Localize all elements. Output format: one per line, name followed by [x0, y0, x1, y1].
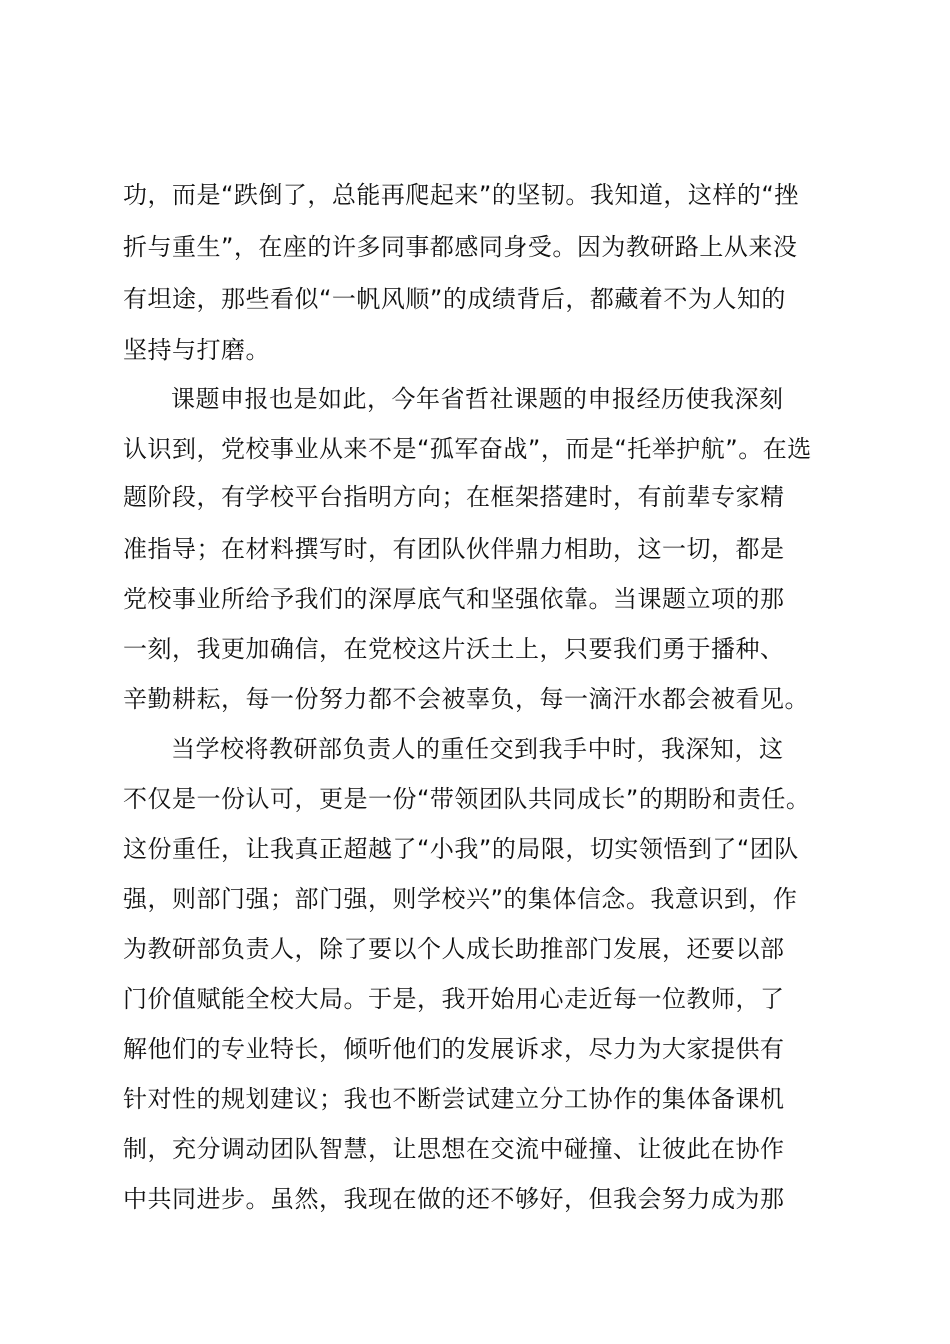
text-line-16: 为教研部负责人，除了要以个人成长助推部门发展，还要以部 — [123, 935, 785, 963]
text-line-10: 一刻，我更加确信，在党校这片沃土上，只要我们勇于播种、 — [123, 635, 785, 663]
paragraph-3-first-line: 当学校将教研部负责人的重任交到我手中时，我深知，这 — [171, 735, 784, 763]
text-line-18: 解他们的专业特长，倾听他们的发展诉求，尽力为大家提供有 — [123, 1035, 785, 1063]
text-line-20: 制，充分调动团队智慧，让思想在交流中碰撞、让彼此在协作 — [123, 1135, 785, 1163]
text-line-8: 准指导；在材料撰写时，有团队伙伴鼎力相助，这一切，都是 — [123, 535, 785, 563]
text-line-6: 认识到，党校事业从来不是“孤军奋战”，而是“托举护航”。在选 — [123, 435, 812, 463]
text-line-13: 不仅是一份认可，更是一份“带领团队共同成长”的期盼和责任。 — [123, 785, 811, 813]
text-line-14: 这份重任，让我真正超越了“小我”的局限，切实领悟到了“团队 — [123, 835, 799, 863]
text-line-3: 有坦途，那些看似“一帆风顺”的成绩背后，都藏着不为人知的 — [123, 285, 786, 313]
text-line-15: 强，则部门强；部门强，则学校兴”的集体信念。我意识到，作 — [123, 885, 798, 913]
text-line-9: 党校事业所给予我们的深厚底气和坚强依靠。当课题立项的那 — [123, 585, 785, 613]
text-line-7: 题阶段，有学校平台指明方向；在框架搭建时，有前辈专家精 — [123, 483, 785, 511]
text-line-17: 门价值赋能全校大局。于是，我开始用心走近每一位教师，了 — [123, 985, 785, 1013]
text-line-1: 功，而是“跌倒了，总能再爬起来”的坚韧。我知道，这样的“挫 — [123, 181, 799, 209]
text-line-2: 折与重生”，在座的许多同事都感同身受。因为教研路上从来没 — [123, 233, 798, 261]
text-line-11: 辛勤耕耘，每一份努力都不会被辜负，每一滴汗水都会被看见。 — [123, 685, 809, 713]
paragraph-2-first-line: 课题申报也是如此，今年省哲社课题的申报经历使我深刻 — [171, 385, 784, 413]
text-line-4: 坚持与打磨。 — [123, 336, 270, 364]
text-line-21: 中共同进步。虽然，我现在做的还不够好，但我会努力成为那 — [123, 1185, 785, 1213]
text-line-19: 针对性的规划建议；我也不断尝试建立分工协作的集体备课机 — [123, 1085, 785, 1113]
